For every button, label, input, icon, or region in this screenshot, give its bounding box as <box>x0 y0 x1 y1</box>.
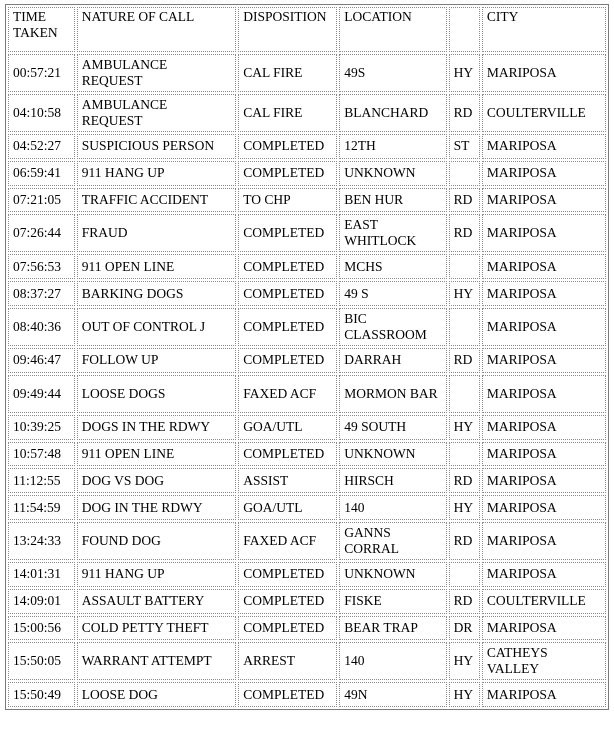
city-cell: MARIPOSA <box>482 522 606 560</box>
table-row <box>8 348 606 373</box>
header-nature-of-call: NATURE OF CALL <box>77 7 237 52</box>
time-cell: 08:37:27 <box>8 281 75 306</box>
nature-cell: 911 OPEN LINE <box>77 442 237 467</box>
street-type-cell: RD <box>449 188 480 213</box>
header-row <box>8 7 606 52</box>
table-row <box>8 562 606 587</box>
location-cell: 49 SOUTH <box>339 415 446 440</box>
city-cell: MARIPOSA <box>482 254 606 279</box>
city-cell: MARIPOSA <box>482 161 606 186</box>
header-city: CITY <box>482 7 606 52</box>
city-cell: MARIPOSA <box>482 442 606 467</box>
street-type-cell <box>449 562 480 587</box>
time-cell: 06:59:41 <box>8 161 75 186</box>
nature-cell: FRAUD <box>77 214 237 252</box>
city-cell: MARIPOSA <box>482 134 606 159</box>
nature-cell: DOG VS DOG <box>77 468 237 493</box>
location-cell: BLANCHARD <box>339 94 446 132</box>
street-type-cell <box>449 161 480 186</box>
disposition-cell: GOA/UTL <box>238 495 337 520</box>
disposition-cell: COMPLETED <box>238 281 337 306</box>
nature-cell: OUT OF CONTROL J <box>77 308 237 346</box>
location-cell: 49 S <box>339 281 446 306</box>
street-type-cell <box>449 254 480 279</box>
city-cell: MARIPOSA <box>482 54 606 92</box>
location-cell: MCHS <box>339 254 446 279</box>
table-row <box>8 642 606 680</box>
table-row <box>8 54 606 92</box>
table-row <box>8 308 606 346</box>
city-cell: MARIPOSA <box>482 468 606 493</box>
street-type-cell: ST <box>449 134 480 159</box>
street-type-cell: HY <box>449 281 480 306</box>
nature-cell: AMBULANCE REQUEST <box>77 54 237 92</box>
nature-cell: WARRANT ATTEMPT <box>77 642 237 680</box>
table-row <box>8 468 606 493</box>
disposition-cell: COMPLETED <box>238 308 337 346</box>
table-row <box>8 589 606 614</box>
city-cell: MARIPOSA <box>482 562 606 587</box>
disposition-cell: TO CHP <box>238 188 337 213</box>
city-cell: MARIPOSA <box>482 281 606 306</box>
nature-cell: LOOSE DOGS <box>77 375 237 413</box>
disposition-cell: ARREST <box>238 642 337 680</box>
location-cell: BEAR TRAP <box>339 616 446 641</box>
street-type-cell: RD <box>449 522 480 560</box>
location-cell: DARRAH <box>339 348 446 373</box>
table-row <box>8 214 606 252</box>
disposition-cell: COMPLETED <box>238 562 337 587</box>
location-cell: 140 <box>339 642 446 680</box>
nature-cell: DOGS IN THE RDWY <box>77 415 237 440</box>
disposition-cell: COMPLETED <box>238 616 337 641</box>
table-row <box>8 188 606 213</box>
time-cell: 11:12:55 <box>8 468 75 493</box>
city-cell: MARIPOSA <box>482 214 606 252</box>
street-type-cell: RD <box>449 589 480 614</box>
street-type-cell: HY <box>449 682 480 707</box>
location-cell: 140 <box>339 495 446 520</box>
location-cell: 49S <box>339 54 446 92</box>
city-cell: MARIPOSA <box>482 375 606 413</box>
disposition-cell: COMPLETED <box>238 442 337 467</box>
time-cell: 10:57:48 <box>8 442 75 467</box>
table-row <box>8 682 606 707</box>
time-cell: 09:46:47 <box>8 348 75 373</box>
disposition-cell: ASSIST <box>238 468 337 493</box>
city-cell: CATHEYS VALLEY <box>482 642 606 680</box>
table-row <box>8 161 606 186</box>
location-cell: UNKNOWN <box>339 562 446 587</box>
time-cell: 07:26:44 <box>8 214 75 252</box>
disposition-cell: COMPLETED <box>238 589 337 614</box>
location-cell: 12TH <box>339 134 446 159</box>
city-cell: MARIPOSA <box>482 188 606 213</box>
city-cell: MARIPOSA <box>482 348 606 373</box>
time-cell: 10:39:25 <box>8 415 75 440</box>
time-cell: 15:50:49 <box>8 682 75 707</box>
nature-cell: AMBULANCE REQUEST <box>77 94 237 132</box>
time-cell: 07:21:05 <box>8 188 75 213</box>
nature-cell: FOUND DOG <box>77 522 237 560</box>
city-cell: COULTERVILLE <box>482 589 606 614</box>
time-cell: 07:56:53 <box>8 254 75 279</box>
city-cell: MARIPOSA <box>482 415 606 440</box>
time-cell: 15:00:56 <box>8 616 75 641</box>
time-cell: 04:10:58 <box>8 94 75 132</box>
street-type-cell: RD <box>449 214 480 252</box>
table-row <box>8 134 606 159</box>
nature-cell: FOLLOW UP <box>77 348 237 373</box>
header-location: LOCATION <box>339 7 446 52</box>
table-row <box>8 254 606 279</box>
nature-cell: DOG IN THE RDWY <box>77 495 237 520</box>
table-row <box>8 495 606 520</box>
time-cell: 13:24:33 <box>8 522 75 560</box>
nature-cell: TRAFFIC ACCIDENT <box>77 188 237 213</box>
time-cell: 04:52:27 <box>8 134 75 159</box>
nature-cell: 911 OPEN LINE <box>77 254 237 279</box>
location-cell: BIC CLASSROOM <box>339 308 446 346</box>
table-row <box>8 522 606 560</box>
disposition-cell: COMPLETED <box>238 254 337 279</box>
location-cell: EAST WHITLOCK <box>339 214 446 252</box>
nature-cell: ASSAULT BATTERY <box>77 589 237 614</box>
disposition-cell: COMPLETED <box>238 134 337 159</box>
city-cell: MARIPOSA <box>482 616 606 641</box>
location-cell: UNKNOWN <box>339 442 446 467</box>
location-cell: FISKE <box>339 589 446 614</box>
nature-cell: BARKING DOGS <box>77 281 237 306</box>
nature-cell: SUSPICIOUS PERSON <box>77 134 237 159</box>
street-type-cell: RD <box>449 468 480 493</box>
header-disposition: DISPOSITION <box>238 7 337 52</box>
disposition-cell: GOA/UTL <box>238 415 337 440</box>
disposition-cell: CAL FIRE <box>238 54 337 92</box>
disposition-cell: CAL FIRE <box>238 94 337 132</box>
street-type-cell <box>449 308 480 346</box>
disposition-cell: FAXED ACF <box>238 522 337 560</box>
street-type-cell: HY <box>449 642 480 680</box>
location-cell: BEN HUR <box>339 188 446 213</box>
disposition-cell: COMPLETED <box>238 348 337 373</box>
city-cell: MARIPOSA <box>482 495 606 520</box>
nature-cell: LOOSE DOG <box>77 682 237 707</box>
disposition-cell: COMPLETED <box>238 214 337 252</box>
street-type-cell: RD <box>449 348 480 373</box>
location-cell: 49N <box>339 682 446 707</box>
table-row <box>8 442 606 467</box>
table-row <box>8 415 606 440</box>
city-cell: MARIPOSA <box>482 682 606 707</box>
time-cell: 14:09:01 <box>8 589 75 614</box>
location-cell: UNKNOWN <box>339 161 446 186</box>
time-cell: 15:50:05 <box>8 642 75 680</box>
disposition-cell: COMPLETED <box>238 161 337 186</box>
street-type-cell: HY <box>449 54 480 92</box>
disposition-cell: COMPLETED <box>238 682 337 707</box>
table-row <box>8 375 606 413</box>
location-cell: MORMON BAR <box>339 375 446 413</box>
time-cell: 09:49:44 <box>8 375 75 413</box>
street-type-cell: RD <box>449 94 480 132</box>
time-cell: 14:01:31 <box>8 562 75 587</box>
table-row <box>8 94 606 132</box>
nature-cell: COLD PETTY THEFT <box>77 616 237 641</box>
time-cell: 00:57:21 <box>8 54 75 92</box>
header-street-type <box>449 7 480 52</box>
street-type-cell: HY <box>449 415 480 440</box>
table-row <box>8 616 606 641</box>
street-type-cell <box>449 442 480 467</box>
location-cell: GANNS CORRAL <box>339 522 446 560</box>
disposition-cell: FAXED ACF <box>238 375 337 413</box>
city-cell: COULTERVILLE <box>482 94 606 132</box>
time-cell: 08:40:36 <box>8 308 75 346</box>
nature-cell: 911 HANG UP <box>77 161 237 186</box>
time-cell: 11:54:59 <box>8 495 75 520</box>
street-type-cell <box>449 375 480 413</box>
header-time-taken: TIME TAKEN <box>8 7 75 52</box>
table-row <box>8 281 606 306</box>
location-cell: HIRSCH <box>339 468 446 493</box>
call-log-table <box>5 4 609 710</box>
nature-cell: 911 HANG UP <box>77 562 237 587</box>
street-type-cell: HY <box>449 495 480 520</box>
street-type-cell: DR <box>449 616 480 641</box>
city-cell: MARIPOSA <box>482 308 606 346</box>
